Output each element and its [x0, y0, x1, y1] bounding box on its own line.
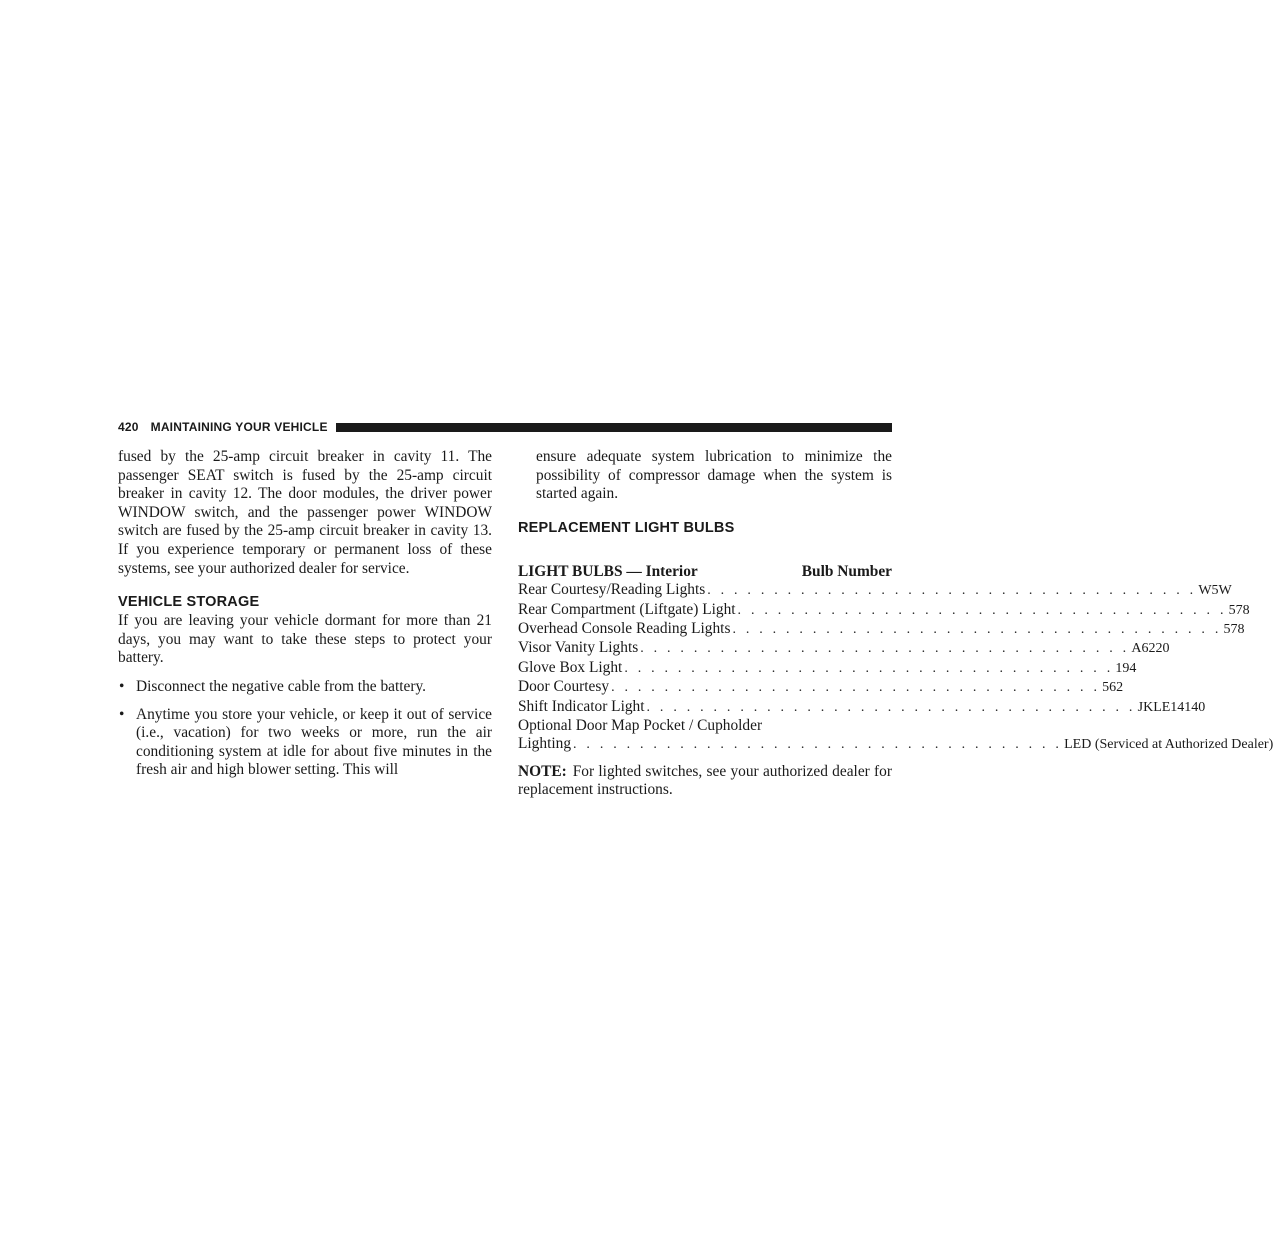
list-item	[118, 706, 492, 780]
bulb-number: LED (Serviced at Authorized Dealer)	[1064, 737, 1273, 753]
page-header	[118, 419, 892, 435]
note-paragraph	[518, 763, 892, 800]
table-row	[518, 639, 1170, 658]
intro-paragraph: fused by the 25-amp circuit breaker in cavity 11. The passenger SEAT switch is fused by the 25-amp circuit breaker in cavity 12. The door modules, the driver power WINDOW switch, and the passenger power WINDOW switch are fused by the 25-amp circuit breaker in cavity 13. If you experience temporary or permanent loss of these systems, see your authorized dealer for service.	[118, 448, 492, 577]
bulb-name: Rear Compartment (Liftgate) Light	[518, 600, 736, 618]
bulb-name: Glove Box Light	[518, 658, 623, 676]
bulb-number: JKLE14140	[1137, 699, 1206, 715]
bulb-table	[518, 562, 1273, 755]
table-row	[518, 678, 1124, 697]
dot-leader: . . . . . . . . . . . . . . . . . . . . . . . . . . . . . . . . . . . . .	[611, 680, 1101, 696]
table-row	[518, 697, 1206, 717]
page-number: 420	[118, 420, 139, 434]
list-item	[118, 678, 492, 697]
bulb-name: Visor Vanity Lights	[518, 639, 639, 657]
storage-steps-list	[118, 678, 492, 780]
vehicle-storage-heading: VEHICLE STORAGE	[118, 594, 260, 611]
dot-leader: . . . . . . . . . . . . . . . . . . . . . . . . . . . . . . . . . . . . .	[640, 641, 1130, 657]
dot-leader: . . . . . . . . . . . . . . . . . . . . . . . . . . . . . . . . . . . . .	[573, 737, 1063, 753]
bulb-number: 578	[1223, 622, 1245, 637]
dot-leader: . . . . . . . . . . . . . . . . . . . . . . . . . . . . . . . . . . . . .	[646, 699, 1136, 715]
bullet-icon: •	[119, 705, 125, 723]
bulb-name: Rear Courtesy/Reading Lights	[518, 581, 706, 599]
dot-leader: . . . . . . . . . . . . . . . . . . . . . . . . . . . . . . . . . . . . .	[624, 660, 1114, 676]
list-item-text: Disconnect the negative cable from the battery.	[136, 677, 427, 695]
chapter-title: MAINTAINING YOUR VEHICLE	[150, 420, 328, 434]
dot-leader: . . . . . . . . . . . . . . . . . . . . . . . . . . . . . . . . . . . . .	[737, 602, 1227, 618]
note-label: NOTE:	[518, 762, 567, 780]
note-text: For lighted switches, see your authorized dealer for replacement instructions.	[518, 762, 892, 799]
bulb-number: 578	[1228, 602, 1250, 618]
table-row	[518, 735, 1273, 754]
bulb-number: 562	[1102, 680, 1124, 696]
bulb-number: A6220	[1131, 641, 1170, 657]
list-item-text: Anytime you store your vehicle, or keep it out of service (i.e., vacation) for two weeks or more, run the air conditioning system at idle for about five minutes in the fresh air and high blower setting. This will	[136, 705, 492, 779]
continuation-paragraph: ensure adequate system lubrication to minimize the possibility of compressor damage when the system is started again.	[536, 448, 892, 503]
bulb-name: Lighting	[518, 735, 572, 753]
table-row	[518, 581, 1232, 600]
left-column	[118, 448, 492, 789]
vehicle-storage-paragraph: If you are leaving your vehicle dormant for more than 21 days, you may want to take these steps to protect your battery.	[118, 612, 492, 667]
right-column	[518, 448, 1273, 800]
bulb-number: 194	[1115, 660, 1137, 676]
table-row	[518, 620, 1245, 639]
dot-leader: . . . . . . . . . . . . . . . . . . . . . . . . . . . . . . . . . . . . .	[707, 583, 1197, 599]
table-row	[518, 658, 1137, 678]
header-rule	[336, 423, 892, 432]
bulb-name: Door Courtesy	[518, 678, 610, 696]
bulb-name: Overhead Console Reading Lights	[518, 620, 731, 637]
bulb-column-header: LIGHT BULBS — Interior	[518, 562, 698, 580]
bulb-table-header	[518, 563, 892, 581]
replacement-bulbs-heading: REPLACEMENT LIGHT BULBS	[518, 519, 735, 536]
dot-leader: . . . . . . . . . . . . . . . . . . . . . . . . . . . . . . . . . . . . .	[732, 622, 1222, 637]
bulb-name-line: Optional Door Map Pocket / Cupholder	[518, 717, 763, 735]
table-row	[518, 600, 1250, 620]
bulb-number: W5W	[1198, 583, 1232, 599]
bulb-number-column-header: Bulb Number	[801, 562, 892, 580]
bullet-icon: •	[119, 677, 125, 695]
bulb-name: Shift Indicator Light	[518, 697, 645, 715]
